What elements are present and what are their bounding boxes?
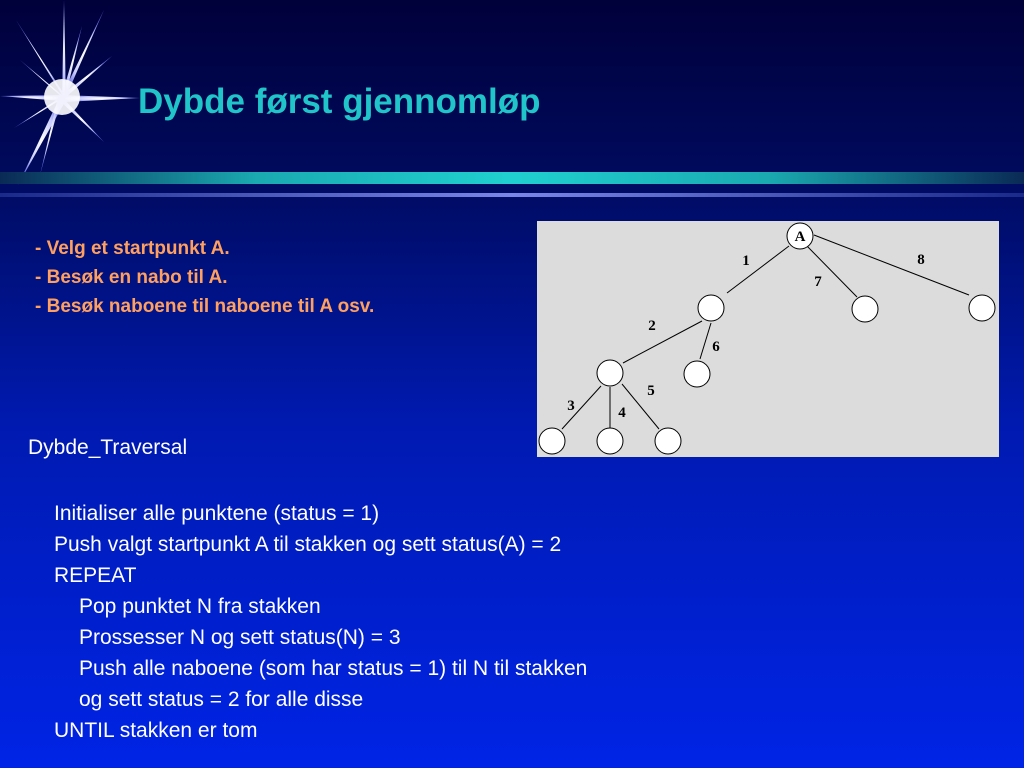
tree-edge — [727, 246, 789, 293]
tree-node-root-label: A — [794, 229, 806, 245]
bullet-item: - Besøk en nabo til A. — [35, 267, 228, 288]
tree-edge-label: 8 — [917, 252, 925, 268]
tree-diagram-panel — [537, 221, 999, 457]
title-divider-thin — [0, 193, 1024, 197]
tree-edge-label: 2 — [648, 318, 656, 334]
tree-node — [698, 295, 724, 321]
bullet-item: - Besøk naboene til naboene til A osv. — [35, 296, 375, 317]
tree-diagram — [537, 221, 999, 457]
tree-edge-label: 5 — [647, 383, 655, 399]
tree-node — [655, 428, 681, 454]
tree-edge-label: 6 — [712, 339, 720, 355]
bullet-item: - Velg et startpunkt A. — [35, 238, 230, 259]
tree-edge-label: 3 — [567, 398, 575, 414]
tree-node — [969, 295, 995, 321]
bullet-list — [35, 234, 374, 321]
tree-edge — [700, 323, 711, 359]
tree-edge-label: 1 — [742, 253, 750, 269]
tree-edge — [805, 244, 857, 297]
page-title: Dybde først gjennomløp — [138, 82, 541, 121]
tree-node — [597, 428, 623, 454]
tree-edge-label: 4 — [618, 405, 626, 421]
algorithm-title: Dybde_Traversal — [28, 436, 188, 459]
algorithm-line: Pop punktet N fra stakken — [79, 595, 321, 618]
tree-node — [684, 361, 710, 387]
algorithm-line: Prossesser N og sett status(N) = 3 — [79, 626, 401, 649]
algorithm-line: REPEAT — [54, 564, 137, 587]
tree-edge — [814, 235, 969, 295]
tree-edge-label: 7 — [814, 274, 822, 290]
tree-node — [597, 360, 623, 386]
algorithm-line: Push valgt startpunkt A til stakken og sett status(A) = 2 — [54, 533, 562, 556]
title-divider-thick — [0, 172, 1024, 184]
algorithm-steps — [54, 498, 587, 746]
tree-node — [852, 296, 878, 322]
tree-edge — [623, 321, 702, 363]
algorithm-line: og sett status = 2 for alle disse — [79, 688, 364, 711]
algorithm-line: Push alle naboene (som har status = 1) til N til stakken — [79, 657, 588, 680]
algorithm-line: Initialiser alle punktene (status = 1) — [54, 502, 380, 525]
algorithm-line: UNTIL stakken er tom — [54, 719, 258, 742]
tree-node — [539, 428, 565, 454]
